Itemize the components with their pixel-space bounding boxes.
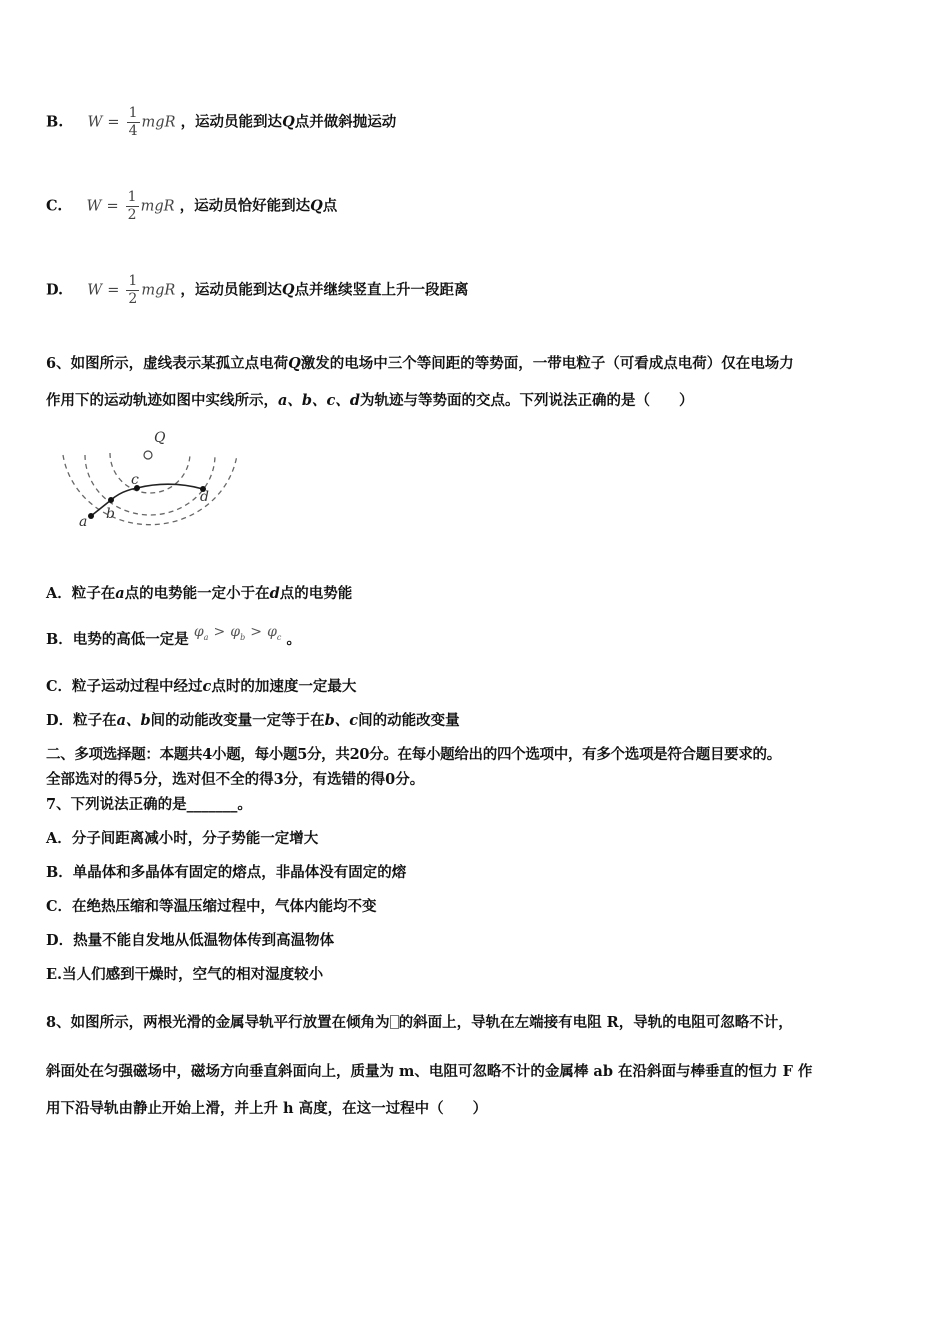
phi: φ (193, 624, 204, 640)
sub-b: b (240, 632, 246, 642)
text: C．粒子运动过程中经过 (46, 678, 203, 695)
math-rest: mgR (141, 282, 176, 299)
text: B．电势的高低一定是 (46, 631, 189, 648)
var: d (269, 585, 280, 602)
text: 作用下的运动轨迹如图中实线所示， (46, 392, 278, 409)
field-diagram (55, 425, 255, 545)
text: 点的电势能 (279, 585, 353, 602)
fraction-den: 4 (128, 123, 138, 139)
var: a (115, 585, 125, 602)
q7-option-e: E.当人们感到干燥时，空气的相对湿度较小 (46, 966, 324, 983)
fraction (126, 189, 139, 224)
q7-option-c: C．在绝热压缩和等温压缩过程中，气体内能均不变 (46, 898, 377, 915)
sub-a: a (203, 632, 209, 642)
vars: a、b (116, 712, 151, 729)
text: 点的电势能一定小于在 (124, 585, 270, 602)
q8-stem-line3: 用下沿导轨由静止开始上滑，并上升 h 高度，在这一过程中（ ） (46, 1100, 488, 1117)
fraction-num: 1 (128, 273, 138, 289)
option-label: D. (46, 281, 64, 299)
math-w: W (87, 282, 103, 299)
label-q: Q (154, 430, 166, 446)
phi: φ (267, 624, 277, 640)
label-c: c (131, 472, 139, 488)
q8-stem-line1 (46, 1013, 793, 1033)
fraction-num: 1 (127, 189, 137, 205)
text: 间的动能改变量一定等于在 (150, 712, 325, 729)
var-q: Q (288, 355, 301, 372)
potential-inequality (194, 623, 287, 640)
q7-option-d: D．热量不能自发地从低温物体传到高温物体 (46, 932, 335, 949)
option-label: B. (46, 113, 64, 131)
var-q: Q (281, 281, 295, 299)
fraction-num: 1 (128, 105, 138, 121)
q8-stem-line2: 斜面处在匀强磁场中，磁场方向垂直斜面向上，质量为 m、电阻可忽略不计的金属棒 ab 在沿斜面与棒垂直的恒力 F 作 (46, 1063, 813, 1080)
q6-option-c (46, 677, 356, 697)
gt: > (250, 624, 263, 640)
option-text-post: 点并继续竖直上升一段距离 (294, 281, 469, 299)
text: 激发的电场中三个等间距的等势面，一带电粒子（可看成点电荷）仅在电场力 (300, 355, 794, 372)
missing-symbol-box (390, 1015, 399, 1029)
option-text-post: 点并做斜抛运动 (294, 113, 397, 131)
label-b: b (106, 506, 115, 522)
option-text: ，运动员能到达 (180, 113, 283, 131)
math-w: W (86, 198, 102, 215)
q6-option-a (46, 584, 352, 604)
fraction (127, 105, 140, 140)
option-label: C. (46, 197, 63, 215)
q6-option-b (46, 624, 301, 656)
text: 点时的加速度一定最大 (211, 678, 357, 695)
vars: a、b、c、d (278, 392, 361, 409)
section2-line1: 二、多项选择题：本题共4小题，每小题5分，共20分。在每小题给出的四个选项中，有多个选项是符合题目要求的。 (46, 746, 781, 763)
phi: φ (230, 624, 241, 640)
var: c (202, 678, 212, 695)
q6-stem-line1 (46, 354, 794, 374)
gt: > (213, 624, 226, 640)
fraction (126, 273, 139, 308)
text: D．粒子在 (46, 712, 117, 729)
point-b (108, 497, 114, 503)
text: 8、如图所示，两根光滑的金属导轨平行放置在倾角为 (46, 1014, 390, 1031)
label-a: a (79, 514, 88, 530)
text: 的斜面上，导轨在左端接有电阻 R，导轨的电阻可忽略不计， (398, 1014, 793, 1031)
math-eq: = (107, 114, 120, 131)
point-a (88, 513, 94, 519)
math-eq: = (107, 282, 120, 299)
option-text-post: 点 (322, 197, 338, 215)
q5-option-d (46, 273, 469, 308)
charge-q-circle (144, 451, 152, 459)
option-text: ，运动员能到达 (180, 281, 282, 299)
math-rest: mgR (141, 114, 176, 131)
math-w: W (87, 114, 103, 131)
text: 为轨迹与等势面的交点。下列说法正确的是（ ） (360, 392, 694, 409)
text: A．粒子在 (46, 585, 116, 602)
option-text: ，运动员恰好能到达 (179, 197, 311, 215)
fraction-den: 2 (128, 291, 138, 307)
section2-line2: 全部选对的得5分，选对但不全的得3分，有选错的得0分。 (46, 771, 425, 788)
math-eq: = (106, 198, 119, 215)
math-rest: mgR (140, 198, 175, 215)
fraction-den: 2 (127, 207, 137, 223)
q5-option-c (46, 189, 337, 224)
q7-option-a: A．分子间距离减小时，分子势能一定增大 (46, 830, 319, 847)
q6-option-d (46, 711, 460, 731)
vars: b、c (324, 712, 359, 729)
var-q: Q (310, 197, 323, 215)
sub-c: c (276, 632, 282, 642)
text: 。 (286, 631, 301, 648)
q7-option-b: B．单晶体和多晶体有固定的熔点，非晶体没有固定的熔 (46, 864, 407, 881)
text: 间的动能改变量 (358, 712, 460, 729)
text: 6、如图所示，虚线表示某孤立点电荷 (46, 355, 289, 372)
var-q: Q (282, 113, 295, 131)
q6-stem-line2 (46, 391, 694, 411)
label-d: d (200, 489, 209, 505)
q7-stem: 7、下列说法正确的是_______。 (46, 796, 252, 813)
q5-option-b (46, 105, 396, 140)
